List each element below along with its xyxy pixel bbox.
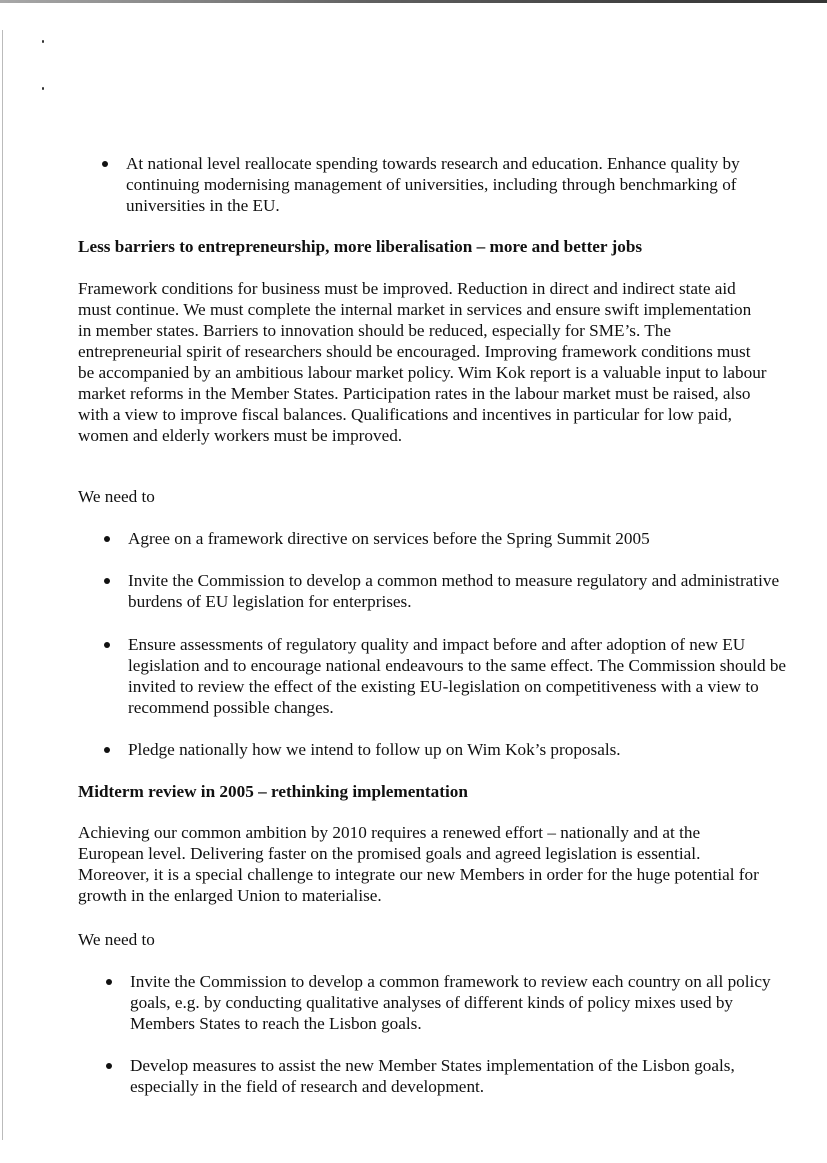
list-item xyxy=(130,1055,790,1097)
list-item xyxy=(128,528,788,549)
list-item xyxy=(130,971,790,1034)
bullet-icon xyxy=(104,536,110,542)
bullet-icon xyxy=(104,578,110,584)
lead-text: We need to xyxy=(78,930,155,949)
list-item-text: At national level reallocate spending towards research and education. Enhance quality by continuing modernising management of universities, including through benchmarking of universities in the EU. xyxy=(126,154,740,215)
list-item-text: Develop measures to assist the new Member States implementation of the Lisbon goals, especially in the field of research and development. xyxy=(130,1056,735,1096)
list-item-text: Invite the Commission to develop a common method to measure regulatory and administrative burdens of EU legislation for enterprises. xyxy=(128,571,780,611)
section-heading: Less barriers to entrepreneurship, more liberalisation – more and better jobs xyxy=(78,237,643,256)
scan-top-edge xyxy=(0,0,827,3)
list-item xyxy=(126,153,786,216)
scan-speck xyxy=(42,40,44,43)
list-item xyxy=(128,570,788,612)
list-item xyxy=(128,634,788,718)
section-paragraph: Framework conditions for business must be improved. Reduction in direct and indirect state aid must continue. We must complete the internal market in services and ensure swift implementation in member states. Barriers to innovation should be reduced, especially for SME’s. The entrepreneurial spirit of researchers should be encouraged. Improving framework conditions must be accompanied by an ambitious labour market policy. Wim Kok report is a valuable input to labour market reforms in the Member States. Participation rates in the labour market must be raised, also with a view to improve fiscal balances. Qualifications and incentives in particular for low paid, women and elderly workers must be improved. xyxy=(78,279,767,445)
lead-text: We need to xyxy=(78,487,155,506)
list-item-text: Agree on a framework directive on services before the Spring Summit 2005 xyxy=(128,529,650,548)
bullet-icon xyxy=(102,161,108,167)
bullet-icon xyxy=(104,642,110,648)
section-heading: Midterm review in 2005 – rethinking implementation xyxy=(78,782,468,801)
bullet-icon xyxy=(104,747,110,753)
list-item-text: Ensure assessments of regulatory quality and impact before and after adoption of new EU legislation and to encourage national endeavours to the same effect. The Commission should be invited to review the effect of the existing EU-legislation on competitiveness with a view to recommend possible changes. xyxy=(128,635,787,717)
list-item-text: Invite the Commission to develop a common framework to review each country on all policy goals, e.g. by conducting qualitative analyses of different kinds of policy mixes used by Members States to reach the Lisbon goals. xyxy=(130,972,771,1033)
scan-speck xyxy=(42,87,44,90)
list-item xyxy=(128,739,788,760)
section-paragraph: Achieving our common ambition by 2010 requires a renewed effort – nationally and at the European level. Delivering faster on the promised goals and agreed legislation is essential. Moreover, it is a special challenge to integrate our new Members in order for the huge potential for growth in the enlarged Union to materialise. xyxy=(78,823,759,905)
bullet-icon xyxy=(106,979,112,985)
bullet-icon xyxy=(106,1063,112,1069)
scan-left-edge xyxy=(2,30,3,1140)
list-item-text: Pledge nationally how we intend to follow up on Wim Kok’s proposals. xyxy=(128,740,621,759)
